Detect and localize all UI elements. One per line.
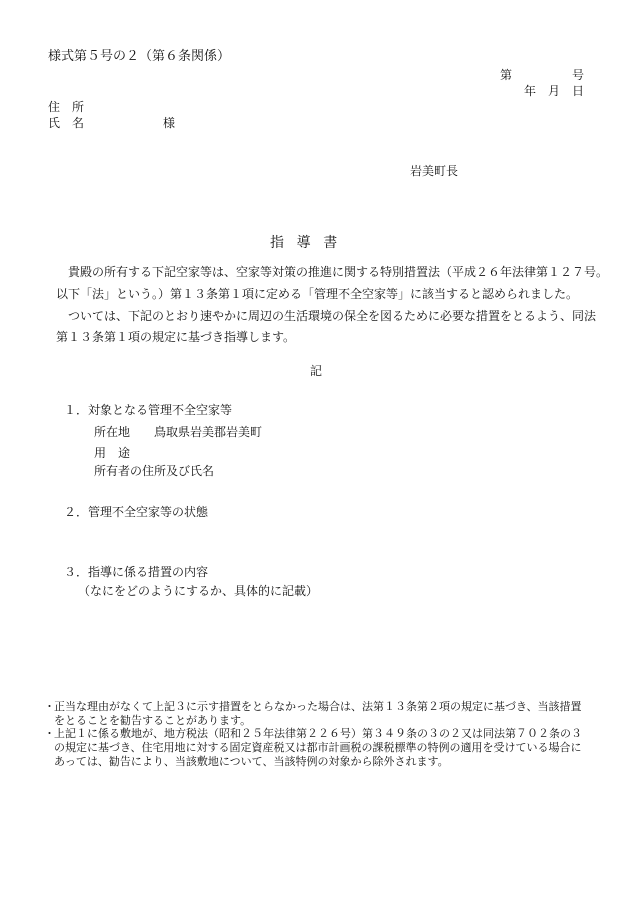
location-value: 鳥取県岩美郡岩美町 <box>154 425 263 439</box>
honorific: 様 <box>163 116 176 130</box>
footnote-1 <box>44 700 592 728</box>
bullet-marker: ・ <box>44 700 55 713</box>
issuer-name: 岩美町長 <box>410 164 459 178</box>
section-3-note: （なにをどのようにするか、具体的に記載） <box>78 584 319 598</box>
use-label: 用 途 <box>94 446 131 460</box>
document-number: 第 号 <box>499 68 584 82</box>
ki-marker: 記 <box>310 364 323 378</box>
body-paragraph-2-line-1: ついては、下記のとおり速やかに周辺の生活環境の保全を図るために必要な措置をとるよう、同法 <box>68 309 597 323</box>
body-paragraph-1-line-2: 以下「法」という。）第１３条第１項に定める「管理不全空家等」に該当すると認められました。 <box>56 287 579 301</box>
body-paragraph-1-line-1: 貴殿の所有する下記空家等は、空家等対策の推進に関する特別措置法（平成２６年法律第１２７号。 <box>68 265 609 279</box>
footnote-1-text: 正当な理由がなくて上記３に示す措置をとらなかった場合は、法第１３条第２項の規定に基づき、当該措置をとることを勧告することがあります。 <box>54 700 582 727</box>
document-title: 指導書 <box>270 235 350 251</box>
body-paragraph-2-line-2: 第１３条第１項の規定に基づき指導します。 <box>56 330 296 344</box>
bullet-marker: ・ <box>44 727 55 740</box>
section-2-heading: ２．管理不全空家等の状態 <box>64 505 209 519</box>
document-date: 年 月 日 <box>523 84 584 98</box>
name-label: 氏 名 <box>48 116 85 130</box>
address-label: 住 所 <box>48 100 85 114</box>
footnote-2 <box>44 727 592 769</box>
section-1-heading: １．対象となる管理不全空家等 <box>64 403 233 417</box>
section-3-heading: ３．指導に係る措置の内容 <box>64 565 209 579</box>
owner-label: 所有者の住所及び氏名 <box>94 464 215 478</box>
footnote-2-text: 上記１に係る敷地が、地方税法（昭和２５年法律第２２６号）第３４９条の３の２又は同法第７０２条の３の規定に基づき、住宅用地に対する固定資産税又は都市計画税の課税標準の特例の適用を受けている場合にあっては、勧告により、当該敷地について、当該特例の対象から除外されます。 <box>54 727 582 768</box>
location-label: 所在地 <box>94 425 131 439</box>
form-label: 様式第５号の２（第６条関係） <box>48 49 231 64</box>
